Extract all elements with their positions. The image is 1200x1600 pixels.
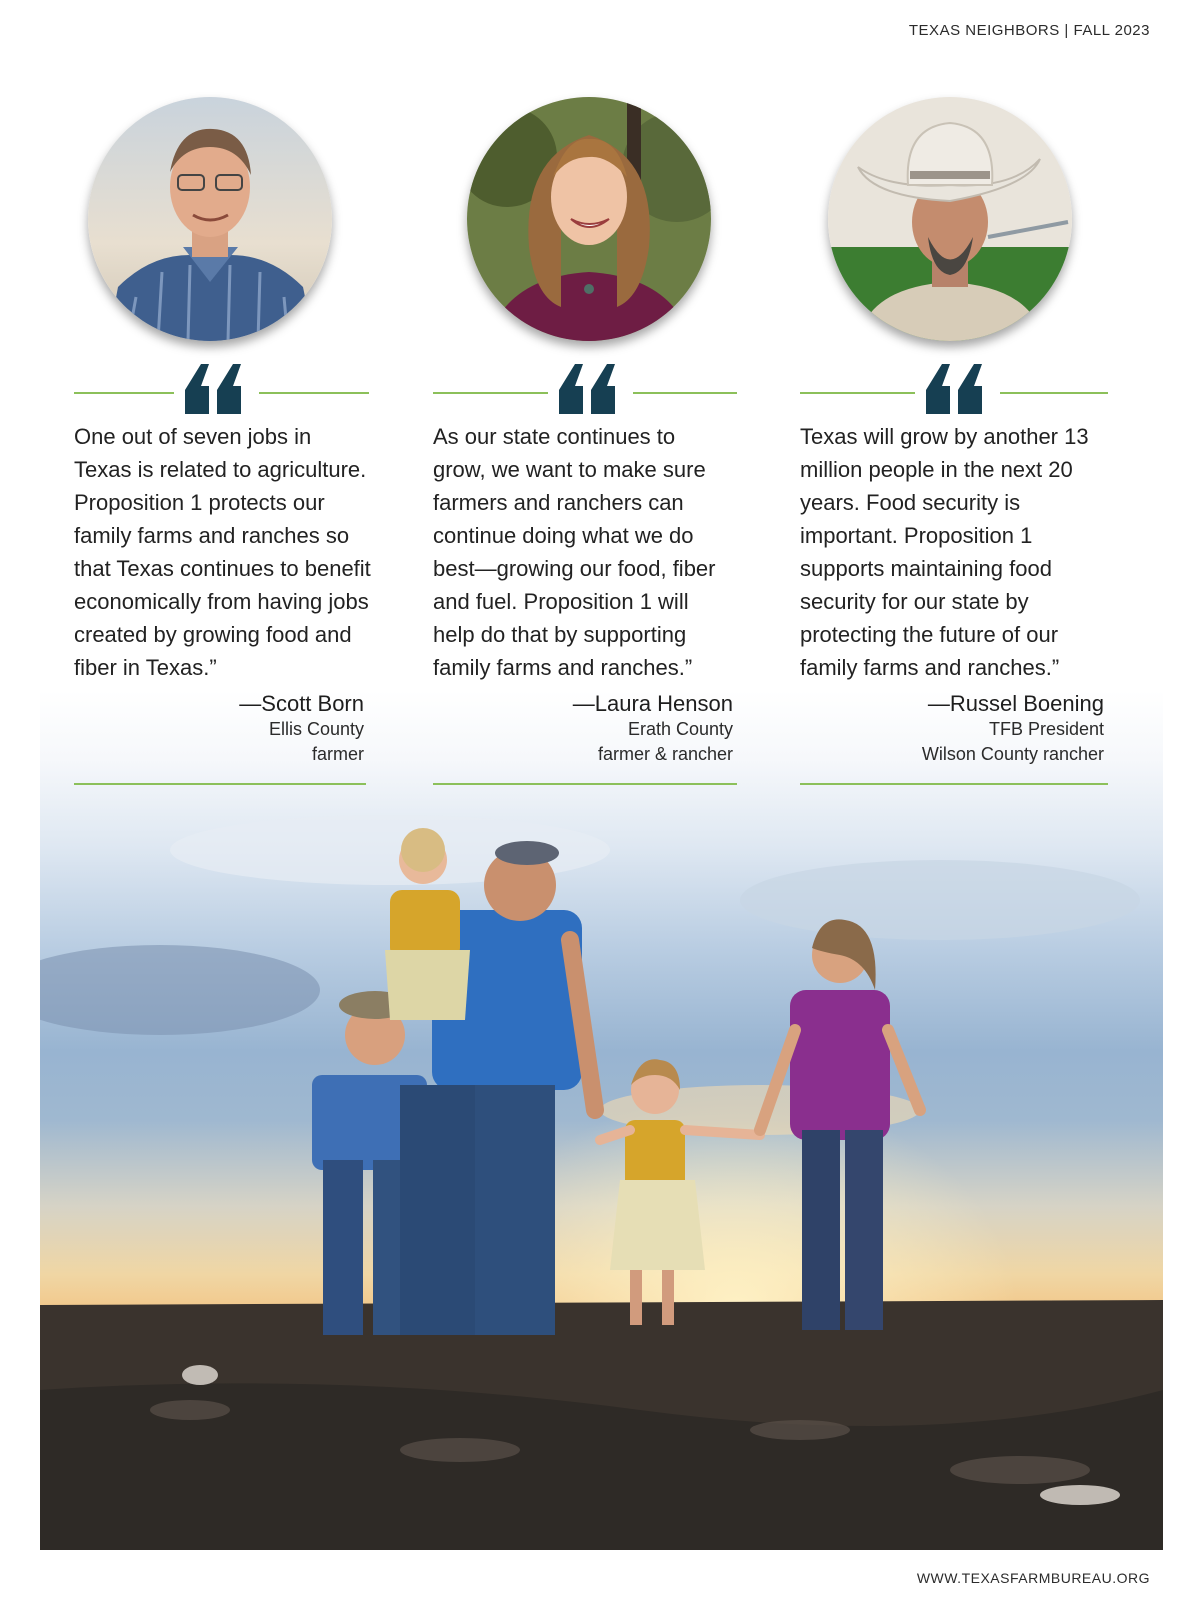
bottom-rule-3 xyxy=(800,783,1108,785)
attribution-role: farmer & rancher xyxy=(597,744,733,764)
attribution-county: Erath County xyxy=(627,719,733,739)
attribution-role: Wilson County rancher xyxy=(921,744,1104,764)
open-double-quote-icon xyxy=(551,364,621,414)
quote-text: Texas will grow by another 13 million people in the next 20 years. Food security is important. Proposition 1 supports maintaining food security for our state by protecting the future of our family farms and ranches.” xyxy=(800,424,1089,680)
attribution-title: TFB President xyxy=(988,719,1104,739)
accent-rule-left xyxy=(800,392,915,394)
attribution-role: farmer xyxy=(311,744,364,764)
quote-text: As our state continues to grow, we want to make sure farmers and ranchers can continue doing what we do best—growing our food, fiber and fuel. Proposition 1 will help do that by supporting family farms and ranches.” xyxy=(433,424,716,680)
quote-text: One out of seven jobs in Texas is related to agriculture. Proposition 1 protects our family farms and ranches so that Texas continues to benefit economically from having jobs created by growing food and fiber in Texas.” xyxy=(74,424,371,680)
open-double-quote-icon xyxy=(918,364,988,414)
attribution-laura-henson xyxy=(573,691,733,767)
quote-rule-row xyxy=(433,370,733,414)
quote-column-2 xyxy=(433,370,733,684)
portrait-russel-boening xyxy=(828,97,1072,341)
open-double-quote-icon xyxy=(177,364,247,414)
accent-rule-left xyxy=(74,392,174,394)
attribution-russel-boening xyxy=(922,691,1104,767)
quote-rule-row xyxy=(74,370,374,414)
quote-column-3 xyxy=(800,370,1100,684)
accent-rule-right xyxy=(633,392,737,394)
website-url: WWW.TEXASFARMBUREAU.ORG xyxy=(916,1570,1150,1586)
accent-rule-right xyxy=(1000,392,1108,394)
portrait-scott-born xyxy=(88,97,332,341)
accent-rule-left xyxy=(433,392,548,394)
portrait-laura-henson xyxy=(467,97,711,341)
quote-rule-row xyxy=(800,370,1100,414)
bottom-rule-2 xyxy=(433,783,737,785)
attribution-name: —Russel Boening xyxy=(927,691,1104,716)
accent-rule-right xyxy=(259,392,369,394)
issue-header: TEXAS NEIGHBORS | FALL 2023 xyxy=(908,22,1150,39)
quote-column-1 xyxy=(74,370,374,684)
attribution-county: Ellis County xyxy=(268,719,364,739)
bottom-rule-1 xyxy=(74,783,366,785)
attribution-name: —Laura Henson xyxy=(572,691,733,716)
attribution-name: —Scott Born xyxy=(239,691,364,716)
attribution-scott-born xyxy=(239,691,364,767)
hero-family-photo xyxy=(40,690,1163,1550)
